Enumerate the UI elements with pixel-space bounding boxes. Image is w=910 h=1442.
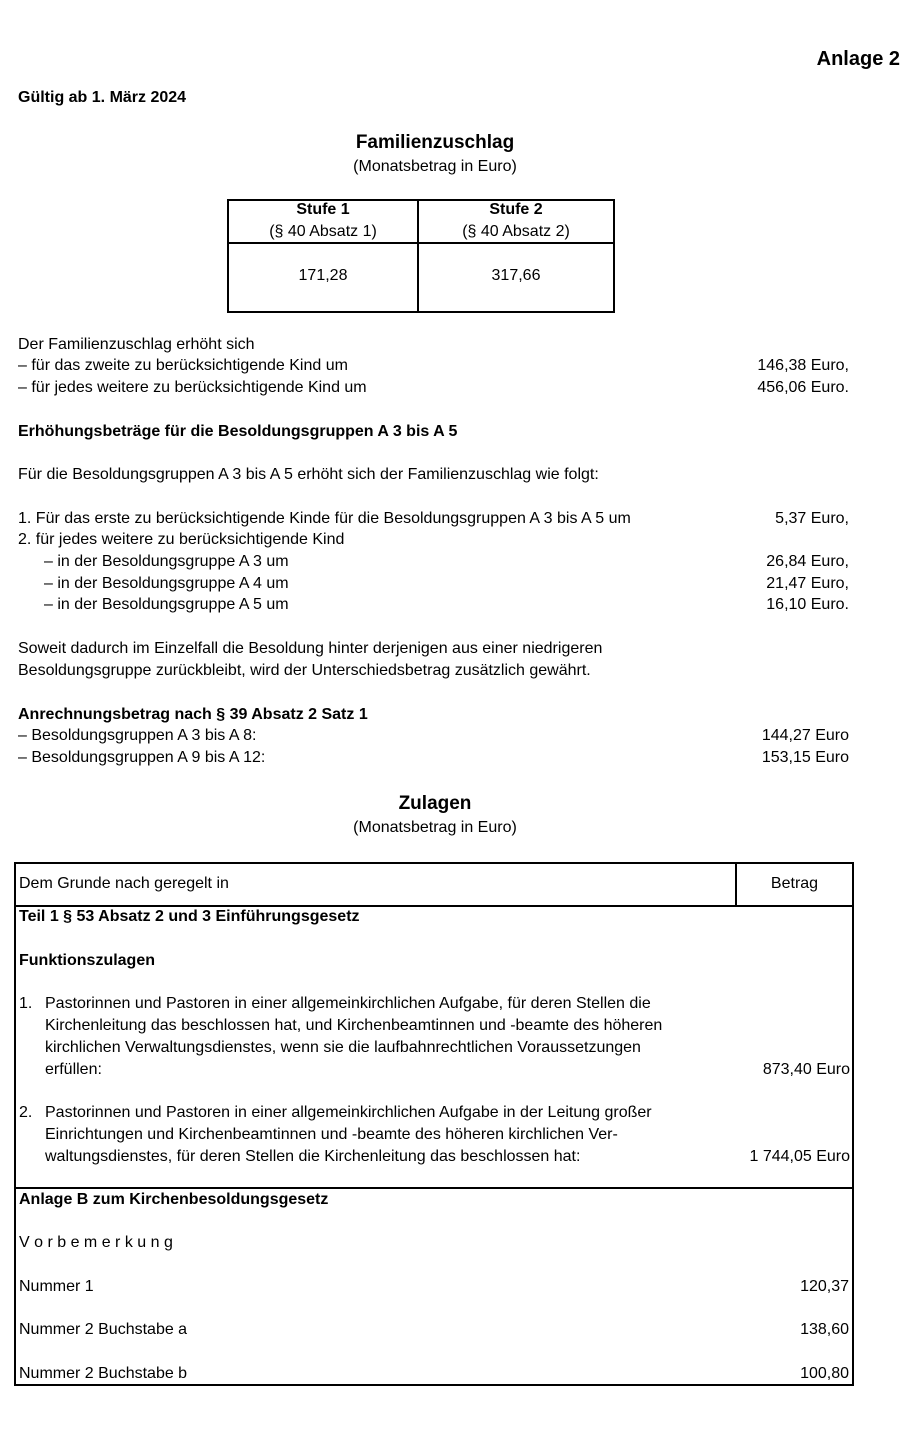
- erhoehung-sub-label: – in der Besoldungsgruppe A 4 um: [44, 575, 289, 592]
- erhoehung-note-line: Besoldungsgruppe zurückbleibt, wird der Unterschiedsbetrag zusätzlich gewährt.: [18, 662, 591, 679]
- increase-row-value: 146,38 Euro,: [757, 357, 849, 374]
- item2-line: waltungsdienstes, für deren Stellen die Kirchenleitung das beschlossen hat:: [45, 1148, 581, 1165]
- zulagen-head-left: Dem Grunde nach geregelt in: [19, 875, 229, 892]
- increase-intro: Der Familienzuschlag erhöht sich: [18, 336, 255, 353]
- erhoehung-sub-label: – in der Besoldungsgruppe A 3 um: [44, 553, 289, 570]
- zulagen-head-right: Betrag: [770, 875, 819, 892]
- item2-line: Pastorinnen und Pastoren in einer allgemeinkirchlichen Aufgabe in der Leitung großer: [45, 1104, 652, 1121]
- erhoehung-intro: Für die Besoldungsgruppen A 3 bis A 5 erhöht sich der Familienzuschlag wie folgt:: [18, 466, 599, 483]
- stufe2-value: 317,66: [491, 267, 541, 284]
- anrechnung-row-label: – Besoldungsgruppen A 3 bis A 8:: [18, 727, 257, 744]
- erhoehung-sub-value: 21,47 Euro,: [766, 575, 849, 592]
- erhoehung-sub-value: 16,10 Euro.: [766, 596, 849, 613]
- nummer-row-value: 100,80: [800, 1365, 849, 1382]
- familienzuschlag-title: Familienzuschlag: [355, 132, 515, 153]
- erhoehung-item1-value: 5,37 Euro,: [775, 510, 849, 527]
- item1-value: 873,40 Euro: [762, 1061, 850, 1078]
- stufe1-value: 171,28: [298, 267, 348, 284]
- stufe1-sub: (§ 40 Absatz 1): [269, 223, 377, 240]
- increase-row-value: 456,06 Euro.: [757, 379, 849, 396]
- item1-line: Kirchenleitung das beschlossen hat, und Kirchenbeamtinnen und -beamte des höheren: [45, 1017, 663, 1034]
- nummer-row-label: Nummer 2 Buchstabe a: [19, 1321, 188, 1338]
- section1-sub: Funktionszulagen: [19, 952, 155, 969]
- erhoehung-item1-label: 1. Für das erste zu berücksichtigende Kinde für die Besoldungsgruppen A 3 bis A 5 um: [18, 510, 631, 527]
- nummer-row-value: 138,60: [800, 1321, 849, 1338]
- item2-value: 1 744,05 Euro: [749, 1148, 850, 1165]
- section1-heading: Teil 1 § 53 Absatz 2 und 3 Einführungsgesetz: [19, 908, 360, 925]
- familienzuschlag-subtitle: (Monatsbetrag in Euro): [353, 158, 517, 175]
- nummer-row-value: 120,37: [800, 1278, 849, 1295]
- stufe2-head: Stufe 2: [489, 201, 543, 218]
- zulagen-title: Zulagen: [398, 793, 472, 814]
- anrechnung-row-value: 153,15 Euro: [761, 749, 849, 766]
- nummer-row-label: Nummer 1: [19, 1278, 94, 1295]
- item1-line: erfüllen:: [45, 1061, 102, 1078]
- erhoehung-item2-label: 2. für jedes weitere zu berücksichtigende Kind: [18, 531, 345, 548]
- anrechnung-heading: Anrechnungsbetrag nach § 39 Absatz 2 Satz 1: [18, 706, 368, 723]
- stufen-table-header-line: [227, 242, 615, 244]
- item2-number: 2.: [19, 1104, 33, 1121]
- valid-from: Gültig ab 1. März 2024: [18, 89, 187, 106]
- section2-sub: V o r b e m e r k u n g: [19, 1234, 173, 1251]
- stufe2-sub: (§ 40 Absatz 2): [462, 223, 570, 240]
- stufe1-head: Stufe 1: [296, 201, 350, 218]
- zulagen-subtitle: (Monatsbetrag in Euro): [353, 819, 517, 836]
- erhoehung-sub-value: 26,84 Euro,: [766, 553, 849, 570]
- erhoehung-note-line: Soweit dadurch im Einzelfall die Besoldung hinter derjenigen aus einer niedrigeren: [18, 640, 603, 657]
- anrechnung-row-label: – Besoldungsgruppen A 9 bis A 12:: [18, 749, 266, 766]
- erhoehung-sub-label: – in der Besoldungsgruppe A 5 um: [44, 596, 289, 613]
- section2-heading: Anlage B zum Kirchenbesoldungsgesetz: [19, 1191, 329, 1208]
- zulagen-table: [14, 862, 854, 1386]
- item2-line: Einrichtungen und Kirchenbeamtinnen und -beamte des höheren kirchlichen Ver-: [45, 1126, 618, 1143]
- anrechnung-row-value: 144,27 Euro: [761, 727, 849, 744]
- item1-line: Pastorinnen und Pastoren in einer allgemeinkirchlichen Aufgabe, für deren Stellen die: [45, 995, 651, 1012]
- nummer-row-label: Nummer 2 Buchstabe b: [19, 1365, 188, 1382]
- zulagen-table-section-line: [14, 1187, 854, 1189]
- increase-row-label: – für das zweite zu berücksichtigende Kind um: [18, 357, 348, 374]
- increase-row-label: – für jedes weitere zu berücksichtigende Kind um: [18, 379, 367, 396]
- item1-line: kirchlichen Verwaltungsdienstes, wenn sie die laufbahnrechtlichen Voraussetzungen: [45, 1039, 641, 1056]
- item1-number: 1.: [19, 995, 33, 1012]
- anlage-label: Anlage 2: [816, 48, 900, 70]
- erhoehung-heading: Erhöhungsbeträge für die Besoldungsgruppen A 3 bis A 5: [18, 423, 458, 440]
